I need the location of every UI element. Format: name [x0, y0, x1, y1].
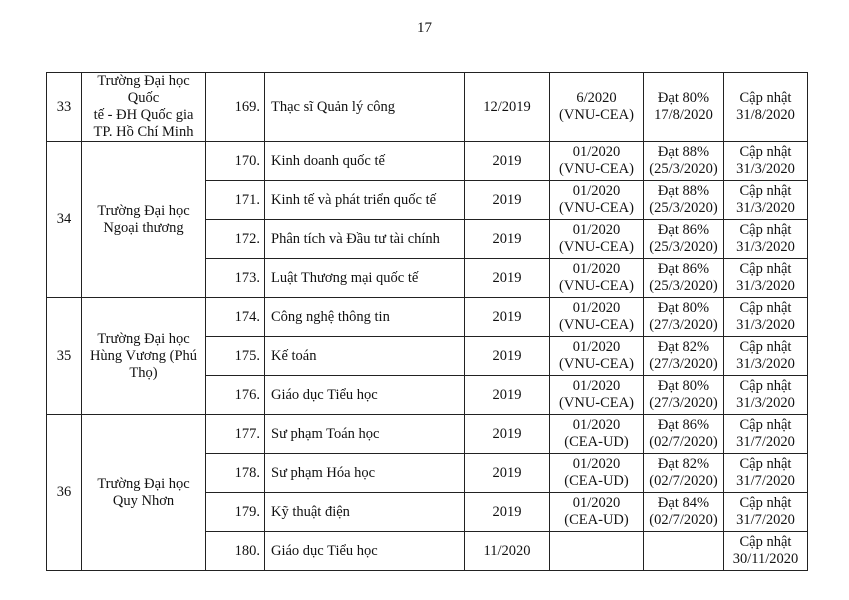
row-index: 171. — [206, 181, 265, 220]
evaluation-cell: 01/2020 (CEA-UD) — [550, 415, 644, 454]
result-cell — [644, 532, 724, 571]
stt-cell: 35 — [47, 298, 82, 415]
row-index: 175. — [206, 337, 265, 376]
school-line: Trường Đại học — [97, 475, 190, 492]
program-name: Sư phạm Hóa học — [265, 454, 465, 493]
result-cell: Đạt 80% (27/3/2020) — [644, 298, 724, 337]
result-cell: Đạt 80% 17/8/2020 — [644, 73, 724, 142]
program-name: Giáo dục Tiểu học — [265, 376, 465, 415]
result-cell: Đạt 84% (02/7/2020) — [644, 493, 724, 532]
status-cell: Cập nhật 31/3/2020 — [724, 376, 808, 415]
year-cell: 2019 — [465, 181, 550, 220]
table-row — [47, 142, 808, 181]
school-cell — [82, 415, 206, 571]
result-cell: Đạt 86% (02/7/2020) — [644, 415, 724, 454]
stt-cell: 33 — [47, 73, 82, 142]
row-index: 176. — [206, 376, 265, 415]
evaluation-cell: 01/2020 (VNU-CEA) — [550, 259, 644, 298]
status-cell: Cập nhật 31/3/2020 — [724, 220, 808, 259]
row-index: 169. — [206, 73, 265, 142]
row-index: 174. — [206, 298, 265, 337]
row-index: 177. — [206, 415, 265, 454]
school-line: Quy Nhơn — [112, 492, 175, 509]
row-index: 170. — [206, 142, 265, 181]
status-cell: Cập nhật 31/7/2020 — [724, 493, 808, 532]
result-cell: Đạt 82% (27/3/2020) — [644, 337, 724, 376]
evaluation-cell: 01/2020 (VNU-CEA) — [550, 220, 644, 259]
program-name: Giáo dục Tiểu học — [265, 532, 465, 571]
program-name: Thạc sĩ Quản lý công — [265, 73, 465, 142]
status-cell: Cập nhật 31/7/2020 — [724, 454, 808, 493]
stt-cell: 34 — [47, 142, 82, 298]
status-cell: Cập nhật 31/3/2020 — [724, 298, 808, 337]
table-row — [47, 415, 808, 454]
stt-cell: 36 — [47, 415, 82, 571]
school-line: TP. Hồ Chí Minh — [93, 124, 194, 140]
evaluation-cell: 01/2020 (VNU-CEA) — [550, 376, 644, 415]
table-row — [47, 73, 808, 142]
school-line: Trường Đại học — [97, 202, 190, 219]
status-cell: Cập nhật 31/3/2020 — [724, 259, 808, 298]
evaluation-cell: 01/2020 (VNU-CEA) — [550, 298, 644, 337]
year-cell: 2019 — [465, 337, 550, 376]
accreditation-table — [46, 72, 808, 571]
result-cell: Đạt 82% (02/7/2020) — [644, 454, 724, 493]
school-line: Thọ) — [129, 364, 158, 381]
school-line: Ngoại thương — [103, 219, 184, 236]
result-cell: Đạt 88% (25/3/2020) — [644, 181, 724, 220]
evaluation-cell: 01/2020 (VNU-CEA) — [550, 181, 644, 220]
page-number: 17 — [417, 20, 432, 36]
year-cell: 2019 — [465, 298, 550, 337]
status-cell: Cập nhật 31/3/2020 — [724, 142, 808, 181]
status-cell: Cập nhật 31/7/2020 — [724, 415, 808, 454]
program-name: Kế toán — [265, 337, 465, 376]
evaluation-cell: 6/2020 (VNU-CEA) — [550, 73, 644, 142]
row-index: 172. — [206, 220, 265, 259]
program-name: Công nghệ thông tin — [265, 298, 465, 337]
year-cell: 2019 — [465, 454, 550, 493]
program-name: Kinh doanh quốc tế — [265, 142, 465, 181]
year-cell: 2019 — [465, 493, 550, 532]
program-name: Kỹ thuật điện — [265, 493, 465, 532]
year-cell: 11/2020 — [465, 532, 550, 571]
program-name: Phân tích và Đầu tư tài chính — [265, 220, 465, 259]
school-line: Hùng Vương (Phú — [89, 347, 198, 364]
evaluation-cell: 01/2020 (VNU-CEA) — [550, 142, 644, 181]
result-cell: Đạt 86% (25/3/2020) — [644, 220, 724, 259]
row-index: 173. — [206, 259, 265, 298]
evaluation-cell: 01/2020 (CEA-UD) — [550, 454, 644, 493]
status-cell: Cập nhật 31/3/2020 — [724, 181, 808, 220]
result-cell: Đạt 86% (25/3/2020) — [644, 259, 724, 298]
school-line: tế - ĐH Quốc gia — [93, 107, 194, 123]
result-cell: Đạt 80% (27/3/2020) — [644, 376, 724, 415]
row-index: 180. — [206, 532, 265, 571]
evaluation-cell: 01/2020 (VNU-CEA) — [550, 337, 644, 376]
year-cell: 12/2019 — [465, 73, 550, 142]
school-cell — [82, 142, 206, 298]
program-name: Kinh tế và phát triển quốc tế — [265, 181, 465, 220]
status-cell: Cập nhật 30/11/2020 — [724, 532, 808, 571]
year-cell: 2019 — [465, 376, 550, 415]
evaluation-cell — [550, 532, 644, 571]
school-cell — [82, 298, 206, 415]
school-line: Trường Đại học — [97, 330, 190, 347]
status-cell: Cập nhật 31/8/2020 — [724, 73, 808, 142]
school-cell — [82, 73, 206, 142]
row-index: 178. — [206, 454, 265, 493]
year-cell: 2019 — [465, 220, 550, 259]
result-cell: Đạt 88% (25/3/2020) — [644, 142, 724, 181]
year-cell: 2019 — [465, 415, 550, 454]
program-name: Luật Thương mại quốc tế — [265, 259, 465, 298]
table-row — [47, 298, 808, 337]
evaluation-cell: 01/2020 (CEA-UD) — [550, 493, 644, 532]
school-line: Trường Đại học Quốc — [97, 73, 190, 106]
year-cell: 2019 — [465, 142, 550, 181]
program-name: Sư phạm Toán học — [265, 415, 465, 454]
status-cell: Cập nhật 31/3/2020 — [724, 337, 808, 376]
year-cell: 2019 — [465, 259, 550, 298]
row-index: 179. — [206, 493, 265, 532]
